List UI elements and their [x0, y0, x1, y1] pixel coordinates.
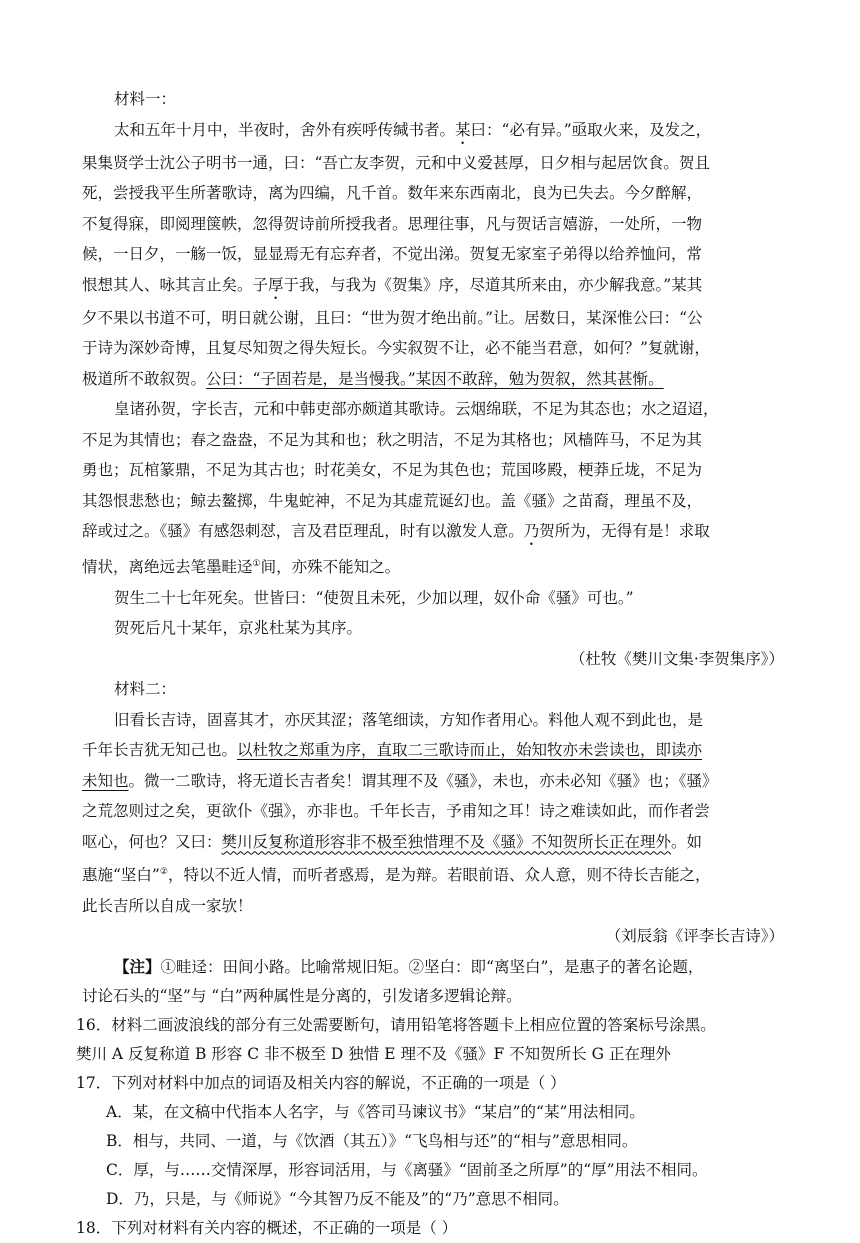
question-17-option-a: A．某，在文稿中代指本人名字，与《答司马谏议书》“某启”的“某”用法相同。	[106, 1102, 645, 1121]
underlined-sentence: 以杜牧之郑重为序，直取二三歌诗而止，始知牧亦未尝读也，即读亦	[237, 741, 703, 760]
note-line: 讨论石头的“坚”与 “白”两种属性是分离的，引发诸多逻辑论辩。	[82, 986, 522, 1005]
material-1-line: 太和五年十月中，半夜时，舍外有疾呼传缄书者。某曰：“必有异。”亟取火来，及发之，	[114, 120, 712, 139]
question-18-stem: 18．下列对材料有关内容的概述，不正确的一项是（ ）	[76, 1218, 458, 1237]
note-line: 【注】①畦迳：田间小路。比喻常规旧矩。②坚白：即“离坚白”，是惠子的著名论题，	[114, 956, 704, 976]
material-1-para2-line: 不足为其情也；春之盎盎，不足为其和也；秋之明洁，不足为其格也；风樯阵马，不足为其	[82, 430, 703, 449]
note-label: 【注】	[114, 956, 161, 976]
wavy-underlined-passage: 樊川反复称道形容非不极至独惜理不及《骚》不知贺所长正在理外	[221, 832, 672, 851]
footnote-marker: ①	[252, 559, 261, 569]
material-1-source: （杜牧《樊川文集·李贺集序》）	[569, 649, 784, 668]
underlined-sentence: 未知也	[82, 771, 129, 790]
material-2-source: （刘辰翁《评李长吉诗》）	[605, 927, 784, 946]
material-1-line: 候，一日夕，一觞一饭，显显焉无有忘弃者，不觉出涕。贺复无家室子弟得以给养恤问，常	[82, 245, 703, 263]
material-1-line: 极道所不敢叙贺。公曰：“子固若是，是当慢我。”某因不敢辞，勉为贺叙，然其甚惭。	[82, 369, 664, 388]
question-16-stem: 16．材料二画波浪线的部分有三处需要断句，请用铅笔将答题卡上相应位置的答案标号涂黑。	[76, 1015, 716, 1034]
material-2-line: 呕心，何也？又曰：樊川反复称道形容非不极至独惜理不及《骚》不知贺所长正在理外。如	[82, 832, 703, 851]
question-17-option-b: B．相与，共同、一道，与《饮酒（其五）》“飞鸟相与还”的“相与”意思相同。	[106, 1131, 638, 1150]
material-1-line: 不复得寐，即阅理箧帙，忽得贺诗前所授我者。思理往事，凡与贺话言嬉游，一处所，一物	[82, 214, 703, 233]
dotted-word-mou: 某	[455, 120, 471, 139]
material-2-line: 旧看长吉诗，固喜其才，亦厌其涩；落笔细读，方知作者用心。料他人观不到此也，是	[114, 710, 704, 729]
question-17-stem: 17．下列对材料中加点的词语及相关内容的解说，不正确的一项是（ ）	[76, 1073, 566, 1092]
material-2-line: 惠施“坚白”②，特以不近人情，而听者惑焉，是为辩。若眼前语、众人意，则不待长吉能之，	[82, 866, 711, 885]
material-1-para2-line: 其怨恨悲愁也；鲸去鳌掷，牛鬼蛇神，不足为其虚荒诞幻也。盖《骚》之苗裔，理虽不及，	[82, 491, 703, 510]
material-1-para4-line: 贺死后凡十某年，京兆杜某为其序。	[114, 619, 363, 638]
material-1-line: 恨想其人、咏其言止矣。子厚于我，与我为《贺集》序，尽道其所来由，亦少解我意。”某其	[82, 275, 703, 294]
material-1-heading: 材料一：	[114, 90, 177, 108]
question-16-options: 樊川 A 反复称道 B 形容 C 非不极至 D 独惜 E 理不及《骚》F 不知贺所长 G 正在理外	[76, 1044, 671, 1063]
underlined-sentence: 公曰：“子固若是，是当慢我。”某因不敢辞，勉为贺叙，然其甚惭。	[206, 369, 664, 388]
material-1-para3-line: 贺生二十七年死矣。世皆曰：“使贺且未死，少加以理，奴仆命《骚》可也。”	[114, 588, 634, 607]
material-1-line: 于诗为深妙奇博，且复尽知贺之得失短长。今实叙贺不让，必不能当君意，如何？”复就谢，	[82, 339, 710, 357]
material-2-line: 千年长吉犹无知己也。以杜牧之郑重为序，直取二三歌诗而止，始知牧亦未尝读也，即读亦	[82, 741, 703, 760]
material-1-para2-line: 勇也；瓦棺篆鼎，不足为其古也；时花美女，不足为其色也；荒国哆殿，梗莽丘垅，不足为	[82, 461, 703, 479]
question-17-option-c: C．厚，与……交情深厚，形容词活用，与《离骚》“固前圣之所厚”的“厚”用法不相同。	[106, 1160, 708, 1179]
dotted-word-hou: 厚	[268, 275, 284, 294]
material-2-line: 未知也。微一二歌诗，将无道长吉者矣！谓其理不及《骚》，未也，亦未必知《骚》也；《骚》	[82, 771, 718, 790]
material-1-para2-line: 情状，离绝远去笔墨畦迳①间，亦殊不能知之。	[82, 558, 401, 577]
footnote-marker: ②	[159, 867, 168, 878]
material-2-line: 此长吉所以自成一家欤！	[82, 896, 253, 915]
material-1-line: 死，尝授我平生所著歌诗，离为四编，凡千首。数年来东西南北，良为已失去。今夕醉解，	[82, 184, 703, 202]
material-1-line: 果集贤学士沈公子明书一通，曰：“吾亡友李贺，元和中义爱甚厚，日夕相与起居饮食。贺且	[82, 153, 710, 172]
material-2-line: 之荒忽则过之矣，更欲仆《强》，亦非也。千年长吉，予甫知之耳！诗之难读如此，而作者尝	[82, 802, 710, 821]
material-1-line: 夕不果以书道不可，明日就公谢，且曰：“世为贺才绝出前。”让。居数日，某深惟公曰：“公	[82, 308, 703, 327]
material-1-para2-line: 辞或过之。《骚》有感怨刺怼，言及君臣理乱，时有以激发人意。乃贺所为，无得有是！求取	[82, 522, 710, 540]
question-17-option-d: D．乃，只是，与《师说》“今其智乃反不能及”的“乃”意思不相同。	[106, 1189, 569, 1208]
material-2-heading: 材料二：	[114, 680, 177, 699]
material-1-para2-line: 皇诸孙贺，字长吉，元和中韩吏部亦颇道其歌诗。云烟绵联，不足为其态也；水之迢迢，	[114, 400, 719, 418]
dotted-word-nai: 乃	[523, 522, 540, 540]
